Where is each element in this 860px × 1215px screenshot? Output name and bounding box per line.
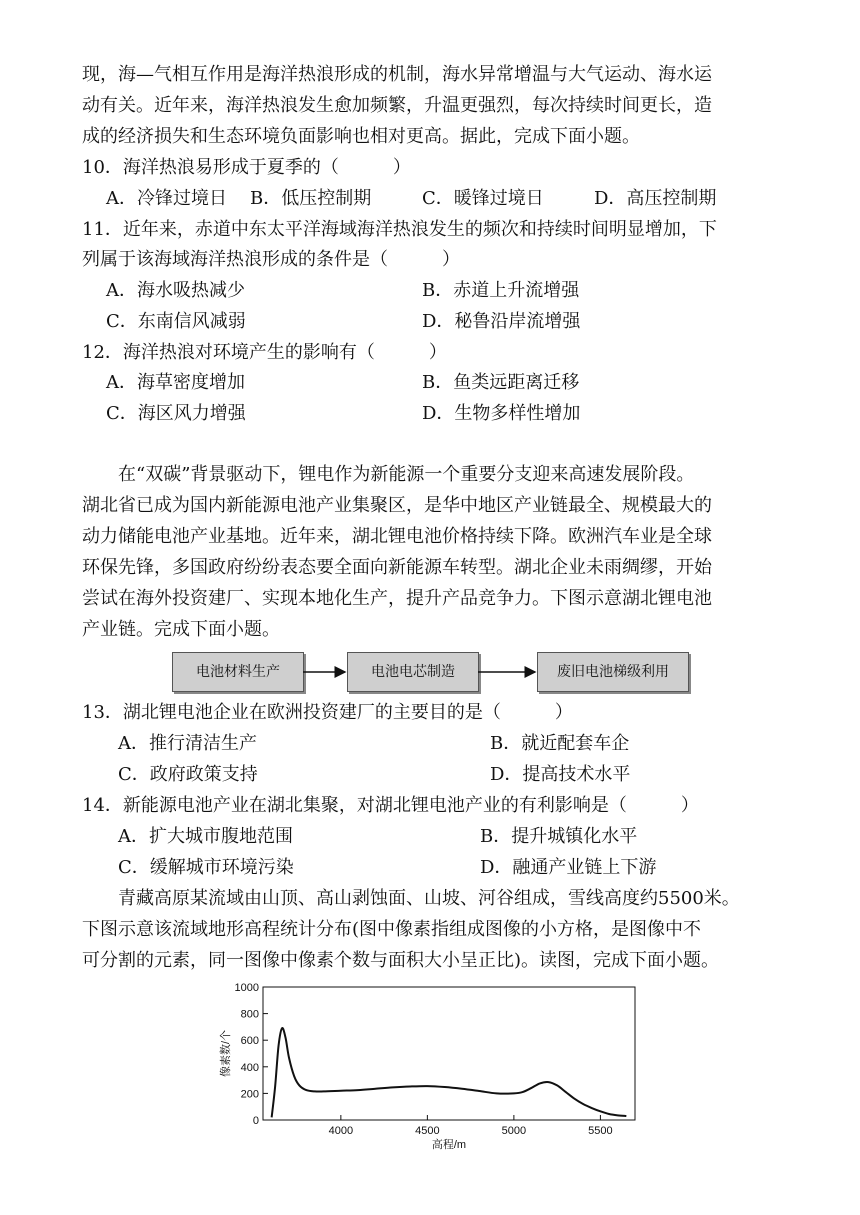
passage2-line-4: 环保先锋，多国政府纷纷表态要全面向新能源车转型。湖北企业未雨绸缪，开始 xyxy=(82,557,712,578)
passage1-line-3: 成的经济损失和生态环境负面影响也相对更高。据此，完成下面小题。 xyxy=(82,126,640,147)
chart-xlabel: 高程/m xyxy=(431,1139,467,1151)
q12-option-d: D．生物多样性增加 xyxy=(422,403,581,424)
chart-series-line xyxy=(272,1028,627,1117)
chart-ytick-label: 0 xyxy=(252,1115,259,1127)
q11-option-b: B．赤道上升流增强 xyxy=(422,280,580,301)
passage2-line-6: 产业链。完成下面小题。 xyxy=(82,619,280,640)
q12-stem: 12．海洋热浪对环境产生的影响有（ ） xyxy=(82,342,447,363)
q11-stem-1: 11．近年来，赤道中东太平洋海域海洋热浪发生的频次和持续时间明显增加，下 xyxy=(82,219,717,240)
chart-ytick-label: 1000 xyxy=(234,982,259,994)
q14-option-d: D．融通产业链上下游 xyxy=(480,857,657,878)
q11-option-a: A．海水吸热减少 xyxy=(106,280,245,301)
q10-option-c: C．暖锋过境日 xyxy=(422,188,544,209)
passage2-line-2: 湖北省已成为国内新能源电池产业集聚区，是华中地区产业链最全、规模最大的 xyxy=(82,495,712,516)
q11-option-c: C．东南信风减弱 xyxy=(106,311,246,332)
passage1-line-2: 动有关。近年来，海洋热浪发生愈加频繁，升温更强烈，每次持续时间更长，造 xyxy=(82,95,712,116)
q12-option-b: B．鱼类远距离迁移 xyxy=(422,372,580,393)
passage1-line-1: 现，海—气相互作用是海洋热浪形成的机制，海水异常增温与大气运动、海水运 xyxy=(82,64,712,85)
flow-box-recycle: 废旧电池梯级利用 xyxy=(537,652,689,692)
q12-option-c: C．海区风力增强 xyxy=(106,403,246,424)
q14-option-a: A．扩大城市腹地范围 xyxy=(118,826,293,847)
q13-option-b: B．就近配套车企 xyxy=(490,733,630,754)
q11-option-d: D．秘鲁沿岸流增强 xyxy=(422,311,581,332)
flow-box-cell: 电池电芯制造 xyxy=(347,652,479,692)
chart-xtick-label: 5000 xyxy=(501,1125,527,1137)
q13-stem: 13．湖北锂电池企业在欧洲投资建厂的主要目的是（ ） xyxy=(82,702,573,723)
q14-option-b: B．提升城镇化水平 xyxy=(480,826,638,847)
chart-ytick-label: 200 xyxy=(240,1088,259,1101)
chart-ytick-label: 400 xyxy=(240,1061,259,1074)
passage2-line-3: 动力储能电池产业基地。近年来，湖北锂电池价格持续下降。欧洲汽车业是全球 xyxy=(82,526,712,547)
passage2-line-5: 尝试在海外投资建厂、实现本地化生产，提升产品竞争力。下图示意湖北锂电池 xyxy=(82,588,712,609)
elevation-chart xyxy=(215,975,645,1155)
chart-xtick-label: 5500 xyxy=(588,1125,613,1137)
q10-option-d: D．高压控制期 xyxy=(594,188,717,209)
passage2-line-1: 在“双碳”背景驱动下，锂电作为新能源一个重要分支迎来高速发展阶段。 xyxy=(82,464,695,485)
chart-ytick-label: 800 xyxy=(240,1008,259,1021)
chart-xtick-label: 4000 xyxy=(328,1125,354,1137)
q13-option-d: D．提高技术水平 xyxy=(490,764,631,785)
flow-box-material: 电池材料生产 xyxy=(172,652,304,692)
chart-ytick-label: 600 xyxy=(240,1035,259,1048)
chart-frame xyxy=(263,987,635,1120)
q10-option-a: A．冷锋过境日 xyxy=(106,188,227,209)
q12-option-a: A．海草密度增加 xyxy=(106,372,245,393)
q14-option-c: C．缓解城市环境污染 xyxy=(118,857,294,878)
passage3-line-1: 青藏高原某流域由山顶、高山剥蚀面、山坡、河谷组成，雪线高度约5500米。 xyxy=(82,888,740,909)
q11-stem-2: 列属于该海域海洋热浪形成的条件是（ ） xyxy=(82,249,460,270)
q13-option-c: C．政府政策支持 xyxy=(118,764,258,785)
passage3-line-3: 可分割的元素，同一图像中像素个数与面积大小呈正比)。读图，完成下面小题。 xyxy=(82,950,720,971)
chart-xtick-label: 4500 xyxy=(415,1125,440,1137)
q10-option-b: B．低压控制期 xyxy=(250,188,372,209)
q13-option-a: A．推行清洁生产 xyxy=(118,733,257,754)
q14-stem: 14．新能源电池产业在湖北集聚，对湖北锂电池产业的有利影响是（ ） xyxy=(82,795,699,816)
chart-ylabel: 像素数/个 xyxy=(220,1029,232,1078)
passage3-line-2: 下图示意该流域地形高程统计分布(图中像素指组成图像的小方格，是图像中不 xyxy=(82,919,702,940)
q10-stem: 10．海洋热浪易形成于夏季的（ ） xyxy=(82,157,411,178)
